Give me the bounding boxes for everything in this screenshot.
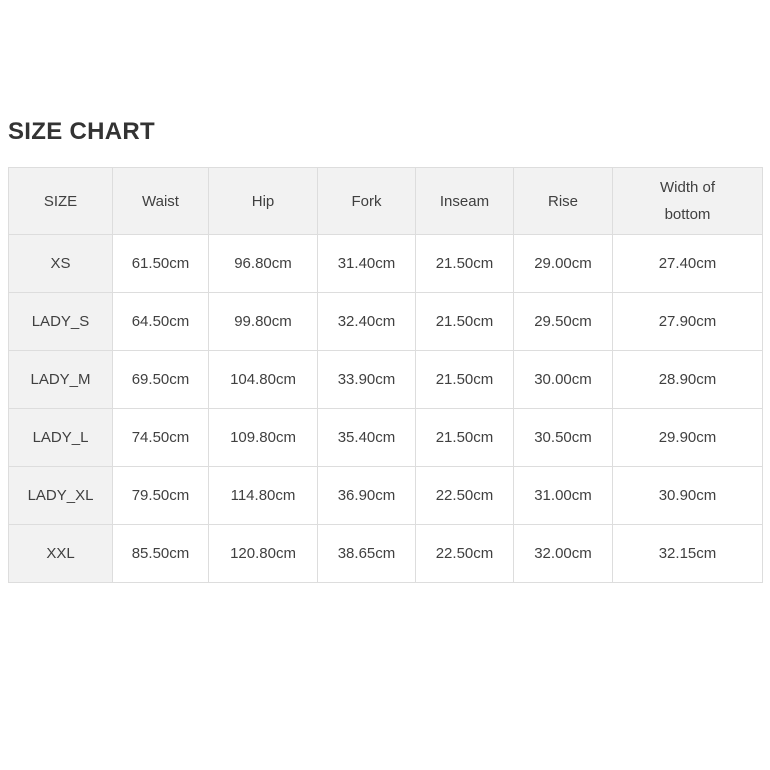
width-of-bottom-value-cell: 32.15cm bbox=[613, 525, 763, 583]
col-header-hip: Hip bbox=[209, 168, 318, 235]
fork-value-cell: 35.40cm bbox=[318, 409, 416, 467]
col-header-size: SIZE bbox=[9, 168, 113, 235]
width-of-bottom-value-cell: 28.90cm bbox=[613, 351, 763, 409]
width-of-bottom-value-cell: 27.90cm bbox=[613, 293, 763, 351]
col-header-waist: Waist bbox=[113, 168, 209, 235]
hip-value-cell: 96.80cm bbox=[209, 235, 318, 293]
hip-value-cell: 99.80cm bbox=[209, 293, 318, 351]
size-label-cell: LADY_L bbox=[9, 409, 113, 467]
waist-value-cell: 69.50cm bbox=[113, 351, 209, 409]
rise-value-cell: 31.00cm bbox=[514, 467, 613, 525]
hip-value-cell: 109.80cm bbox=[209, 409, 318, 467]
waist-value-cell: 85.50cm bbox=[113, 525, 209, 583]
col-header-width-of-bottom-label: Width of bottom bbox=[659, 179, 716, 223]
size-label-cell: LADY_M bbox=[9, 351, 113, 409]
table-row bbox=[9, 351, 763, 409]
rise-value-cell: 29.00cm bbox=[514, 235, 613, 293]
rise-value-cell: 29.50cm bbox=[514, 293, 613, 351]
table-row bbox=[9, 293, 763, 351]
table-row bbox=[9, 525, 763, 583]
table-row bbox=[9, 409, 763, 467]
col-header-fork: Fork bbox=[318, 168, 416, 235]
fork-value-cell: 32.40cm bbox=[318, 293, 416, 351]
waist-value-cell: 79.50cm bbox=[113, 467, 209, 525]
waist-value-cell: 74.50cm bbox=[113, 409, 209, 467]
size-label-cell: LADY_XL bbox=[9, 467, 113, 525]
fork-value-cell: 31.40cm bbox=[318, 235, 416, 293]
size-label-cell: XXL bbox=[9, 525, 113, 583]
header-row bbox=[9, 168, 763, 235]
fork-value-cell: 38.65cm bbox=[318, 525, 416, 583]
hip-value-cell: 104.80cm bbox=[209, 351, 318, 409]
rise-value-cell: 30.00cm bbox=[514, 351, 613, 409]
waist-value-cell: 61.50cm bbox=[113, 235, 209, 293]
width-of-bottom-value-cell: 27.40cm bbox=[613, 235, 763, 293]
table-row bbox=[9, 235, 763, 293]
col-header-rise: Rise bbox=[514, 168, 613, 235]
rise-value-cell: 30.50cm bbox=[514, 409, 613, 467]
size-chart-table bbox=[8, 167, 763, 583]
fork-value-cell: 36.90cm bbox=[318, 467, 416, 525]
size-label-cell: XS bbox=[9, 235, 113, 293]
col-header-inseam: Inseam bbox=[416, 168, 514, 235]
fork-value-cell: 33.90cm bbox=[318, 351, 416, 409]
inseam-value-cell: 21.50cm bbox=[416, 409, 514, 467]
inseam-value-cell: 21.50cm bbox=[416, 293, 514, 351]
rise-value-cell: 32.00cm bbox=[514, 525, 613, 583]
inseam-value-cell: 21.50cm bbox=[416, 235, 514, 293]
col-header-width-of-bottom bbox=[613, 168, 763, 235]
hip-value-cell: 114.80cm bbox=[209, 467, 318, 525]
page-title: SIZE CHART bbox=[8, 118, 155, 145]
width-of-bottom-value-cell: 30.90cm bbox=[613, 467, 763, 525]
inseam-value-cell: 22.50cm bbox=[416, 467, 514, 525]
waist-value-cell: 64.50cm bbox=[113, 293, 209, 351]
table-row bbox=[9, 467, 763, 525]
width-of-bottom-value-cell: 29.90cm bbox=[613, 409, 763, 467]
inseam-value-cell: 22.50cm bbox=[416, 525, 514, 583]
inseam-value-cell: 21.50cm bbox=[416, 351, 514, 409]
size-label-cell: LADY_S bbox=[9, 293, 113, 351]
hip-value-cell: 120.80cm bbox=[209, 525, 318, 583]
